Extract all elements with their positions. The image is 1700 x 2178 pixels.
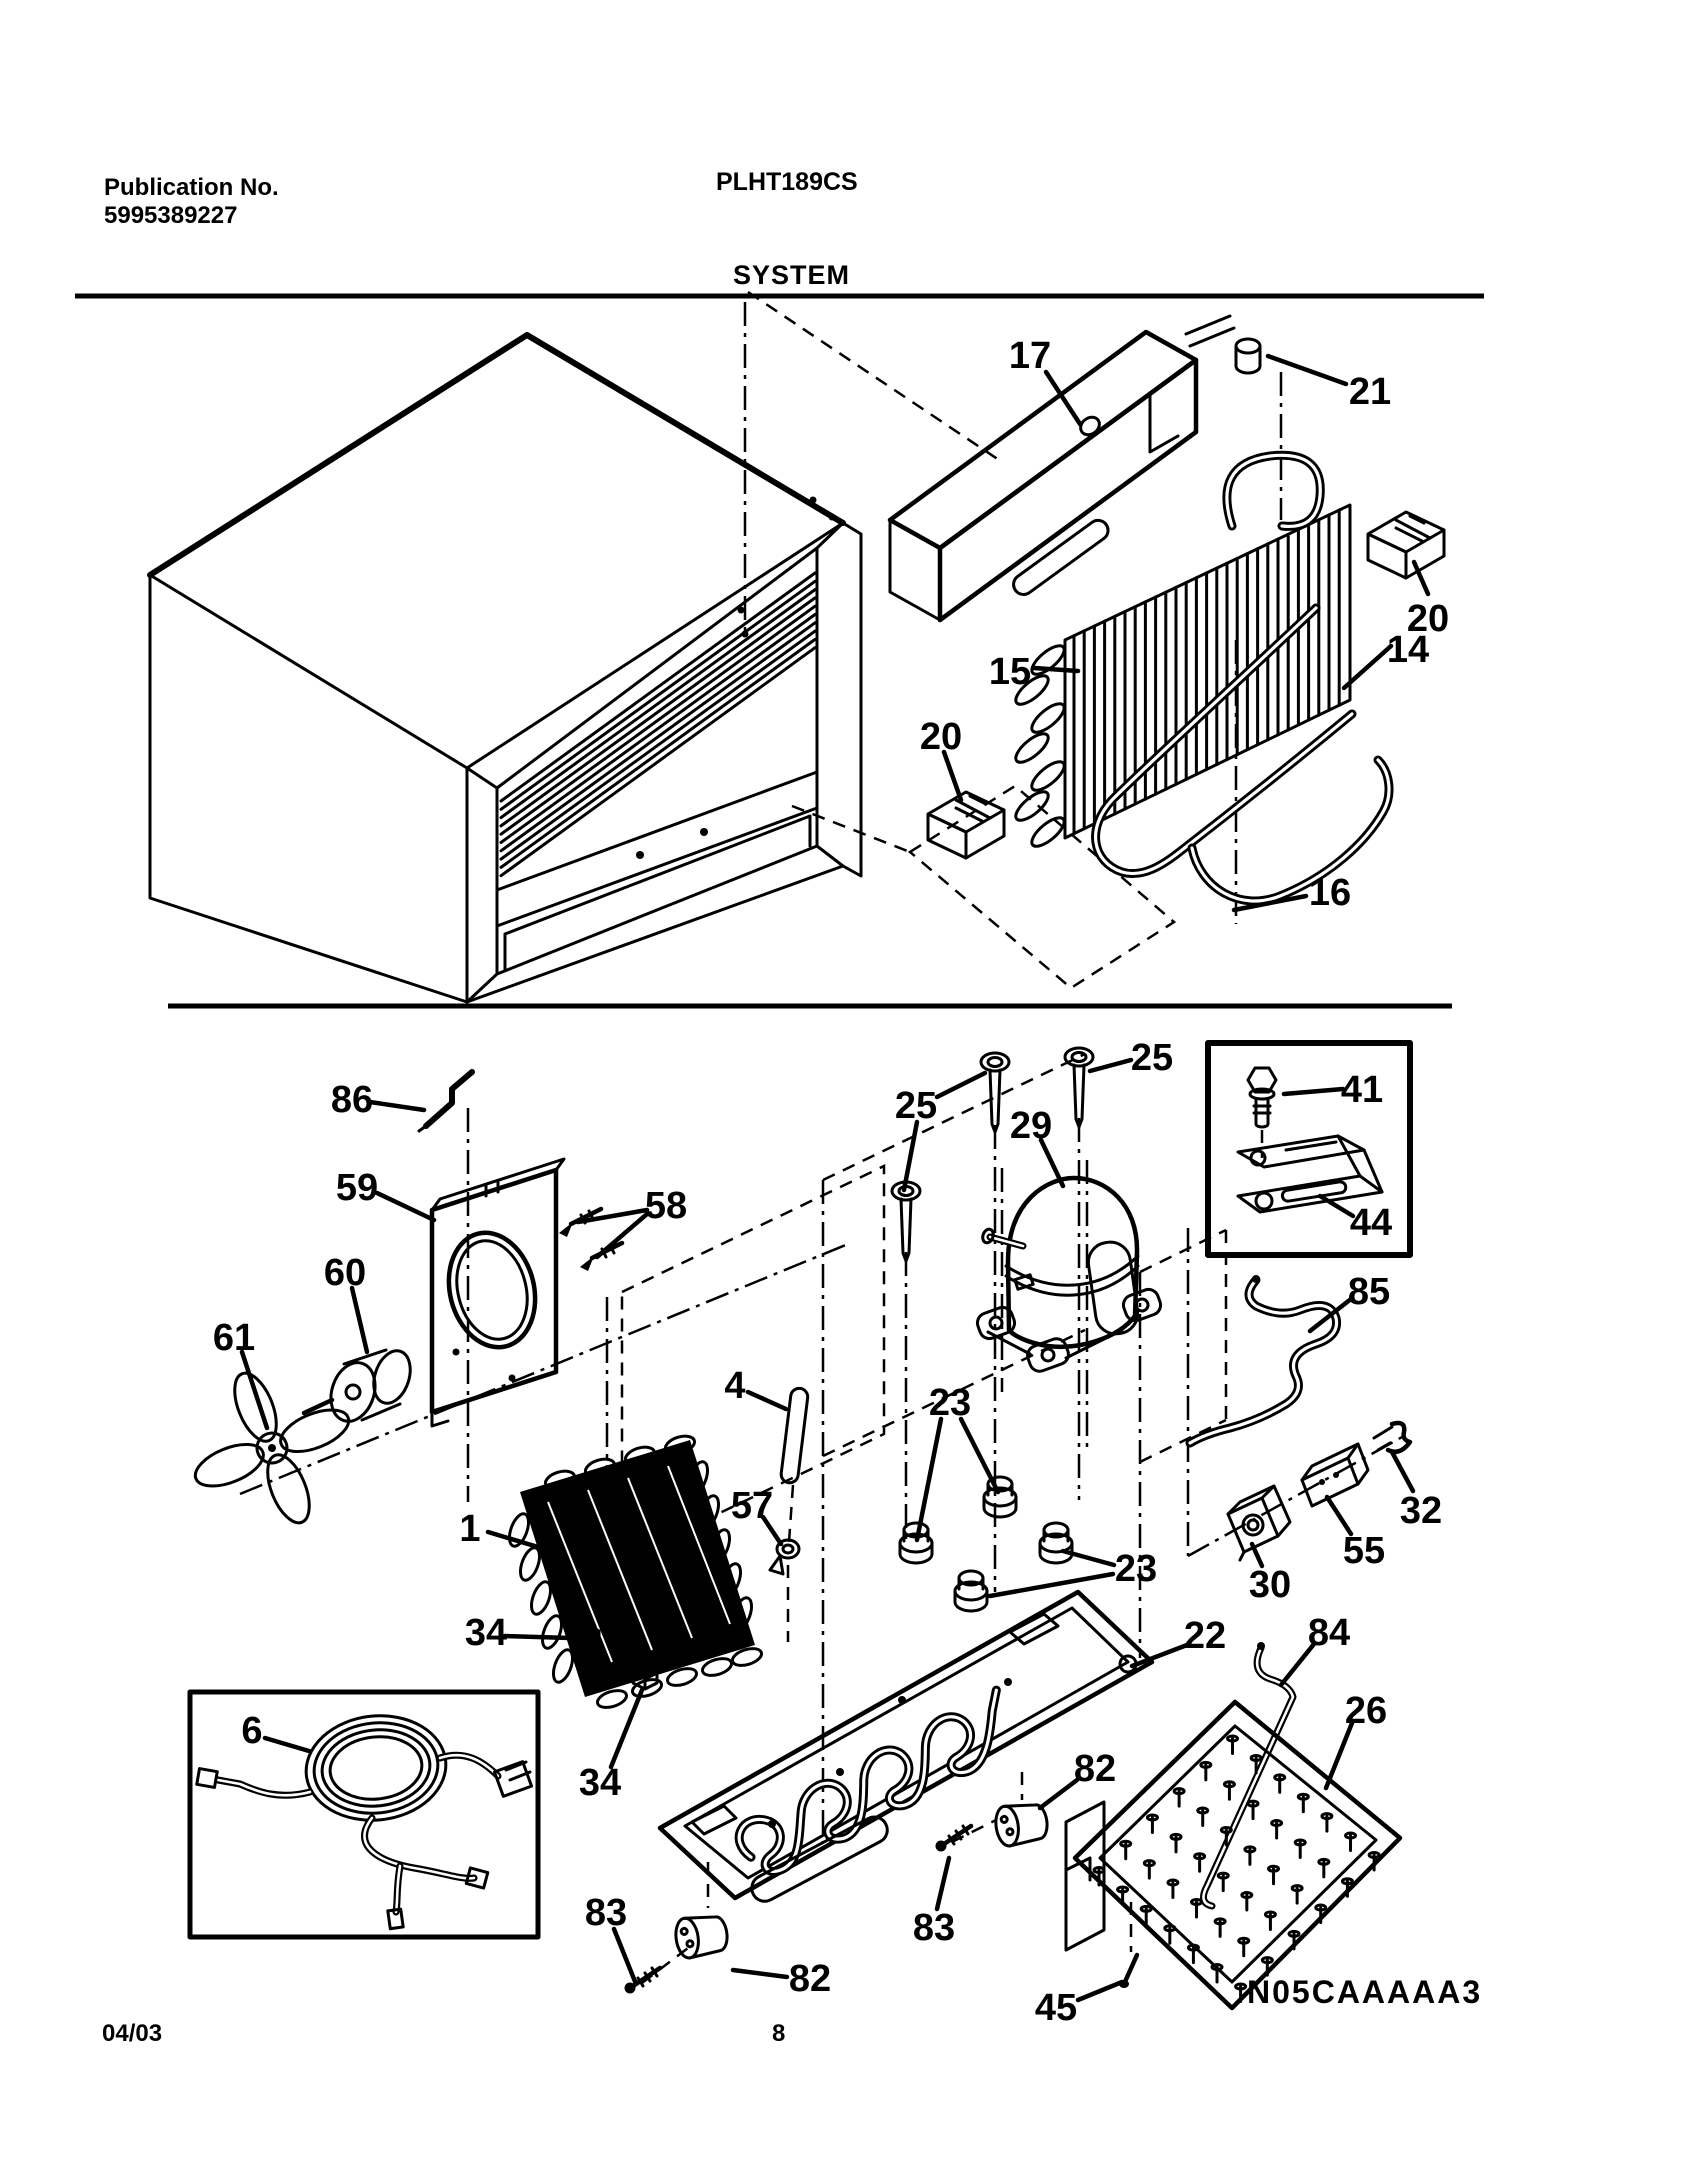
condenser-loop <box>539 1613 566 1650</box>
leader-line-part-34 <box>611 1690 642 1767</box>
clip-part20-right <box>1368 512 1444 578</box>
roller-part82-left <box>673 1913 729 1960</box>
wire-clip-part32 <box>1374 1423 1410 1452</box>
coil-loop <box>327 1732 425 1803</box>
diagram-code: N05CAAAAA3 <box>1247 1974 1483 2010</box>
leader-line-part-6 <box>265 1738 309 1751</box>
part-label-41: 41 <box>1340 1069 1384 1111</box>
part-label-23: 23 <box>1114 1548 1158 1590</box>
leader-line-part-86 <box>370 1102 424 1110</box>
part-label-20: 20 <box>919 716 963 758</box>
part-label-60: 60 <box>323 1252 367 1294</box>
evaporator-fins <box>1074 510 1339 834</box>
part-labels <box>213 335 1449 2029</box>
publication-number: 5995389227 <box>104 202 238 229</box>
part-label-83: 83 <box>912 1907 956 1949</box>
tube-part16 <box>1192 760 1389 901</box>
drain-pan-pegs <box>1094 1736 1379 2001</box>
leader-line-part-45 <box>1078 1982 1122 2000</box>
part-label-16: 16 <box>1308 872 1352 914</box>
footer-page-number: 8 <box>772 2020 786 2047</box>
part-label-4: 4 <box>724 1365 746 1407</box>
clamp-part57 <box>770 1540 799 1574</box>
part-label-30: 30 <box>1248 1564 1292 1606</box>
screw-part25-b <box>1065 1048 1093 1127</box>
leader-line-part-20 <box>944 752 961 800</box>
leader-line-part-34 <box>505 1636 570 1638</box>
refrigerator-cabinet <box>150 335 861 1002</box>
screw-part83-right <box>936 1826 972 1852</box>
part-label-14: 14 <box>1386 629 1430 671</box>
part-label-26: 26 <box>1344 1690 1388 1732</box>
leader-line-part-25 <box>1090 1060 1131 1071</box>
part-label-32: 32 <box>1399 1490 1443 1532</box>
part-label-86: 86 <box>330 1079 374 1121</box>
condenser-loop <box>550 1647 577 1684</box>
capacitor-part55 <box>1302 1444 1368 1506</box>
bracket-part44 <box>1238 1136 1382 1212</box>
cabinet-fin <box>501 573 815 801</box>
section-title: SYSTEM <box>733 260 851 290</box>
leader-line-part-25 <box>904 1122 917 1190</box>
leader-line-part-82 <box>1040 1780 1077 1808</box>
leader-line-part-59 <box>377 1193 434 1220</box>
relay-part30 <box>1228 1486 1290 1560</box>
part-label-57: 57 <box>730 1485 774 1527</box>
cabinet-fin <box>501 590 815 818</box>
part-label-59: 59 <box>335 1167 379 1209</box>
fan-shroud-part59 <box>432 1159 564 1426</box>
part-label-84: 84 <box>1307 1612 1351 1654</box>
publication-label: Publication No. <box>104 174 279 201</box>
part-label-21: 21 <box>1348 371 1392 413</box>
part-label-25: 25 <box>894 1085 938 1127</box>
evaporator-part15 <box>1012 455 1350 851</box>
cabinet-fin <box>501 581 815 809</box>
part-label-45: 45 <box>1034 1987 1078 2029</box>
part-label-17: 17 <box>1008 335 1052 377</box>
part-label-25: 25 <box>1130 1037 1174 1079</box>
leader-line-part-17 <box>1046 372 1080 424</box>
fan-motor-part60 <box>304 1346 417 1427</box>
part-label-85: 85 <box>1347 1271 1391 1313</box>
condenser-part1 <box>506 1433 764 1711</box>
leader-line-part-41 <box>1284 1089 1343 1094</box>
tube-part85 <box>1190 1275 1337 1443</box>
cabinet-fin <box>501 623 815 851</box>
leader-line-part-26 <box>1326 1723 1352 1788</box>
part-label-29: 29 <box>1009 1105 1053 1147</box>
part-label-15: 15 <box>988 651 1032 693</box>
part-label-83: 83 <box>584 1892 628 1934</box>
cabinet-fin <box>501 606 815 834</box>
screw-part58-b <box>580 1243 622 1271</box>
leader-line-part-83 <box>614 1929 636 1984</box>
part-label-82: 82 <box>1073 1748 1117 1790</box>
bolt-part41 <box>1248 1068 1276 1127</box>
upper-diagram <box>150 292 1444 1002</box>
leader-line-part-4 <box>748 1392 786 1409</box>
fan-blade-part61 <box>166 1343 378 1553</box>
part-label-44: 44 <box>1349 1202 1393 1244</box>
part-label-55: 55 <box>1342 1530 1386 1572</box>
part-label-20: 20 <box>1406 598 1450 640</box>
condenser-loop <box>517 1545 544 1582</box>
base-pan-serpentine-tube <box>733 1682 1025 1889</box>
part-label-1: 1 <box>459 1508 481 1550</box>
footer-date: 04/03 <box>102 2020 163 2047</box>
clip-part20-left <box>928 792 1004 858</box>
part-label-82: 82 <box>788 1958 832 2000</box>
part-label-23: 23 <box>928 1382 972 1424</box>
leader-line-part-23 <box>917 1419 941 1540</box>
model-number: PLHT189CS <box>716 168 858 196</box>
leader-line-part-23 <box>961 1419 998 1492</box>
part-label-22: 22 <box>1183 1615 1227 1657</box>
leader-line-part-55 <box>1327 1497 1351 1534</box>
leader-line-part-60 <box>352 1288 367 1352</box>
leader-line-part-15 <box>1034 668 1078 671</box>
leader-line-part-82 <box>733 1970 787 1977</box>
clip-part86 <box>419 1072 472 1131</box>
leader-line-part-25 <box>937 1073 985 1097</box>
leader-line-part-21 <box>1268 356 1346 384</box>
leader-line-part-23 <box>990 1574 1113 1596</box>
part-label-34: 34 <box>464 1612 508 1654</box>
screw-part25-c <box>892 1182 920 1261</box>
part-label-6: 6 <box>241 1710 263 1752</box>
cabinet-fin <box>501 648 815 876</box>
leader-line-part-58 <box>597 1214 647 1257</box>
cabinet-fin <box>501 615 815 843</box>
leader-line-part-61 <box>242 1352 267 1428</box>
construction-lines-upper <box>745 292 1281 988</box>
harness-coil <box>301 1709 451 1827</box>
part-label-34: 34 <box>578 1762 622 1804</box>
part-label-61: 61 <box>212 1317 256 1359</box>
condenser-loop <box>528 1579 555 1616</box>
part-label-58: 58 <box>644 1185 688 1227</box>
leader-line-part-83 <box>937 1858 949 1909</box>
pin-part4 <box>780 1387 808 1483</box>
leader-line-part-32 <box>1392 1452 1413 1491</box>
